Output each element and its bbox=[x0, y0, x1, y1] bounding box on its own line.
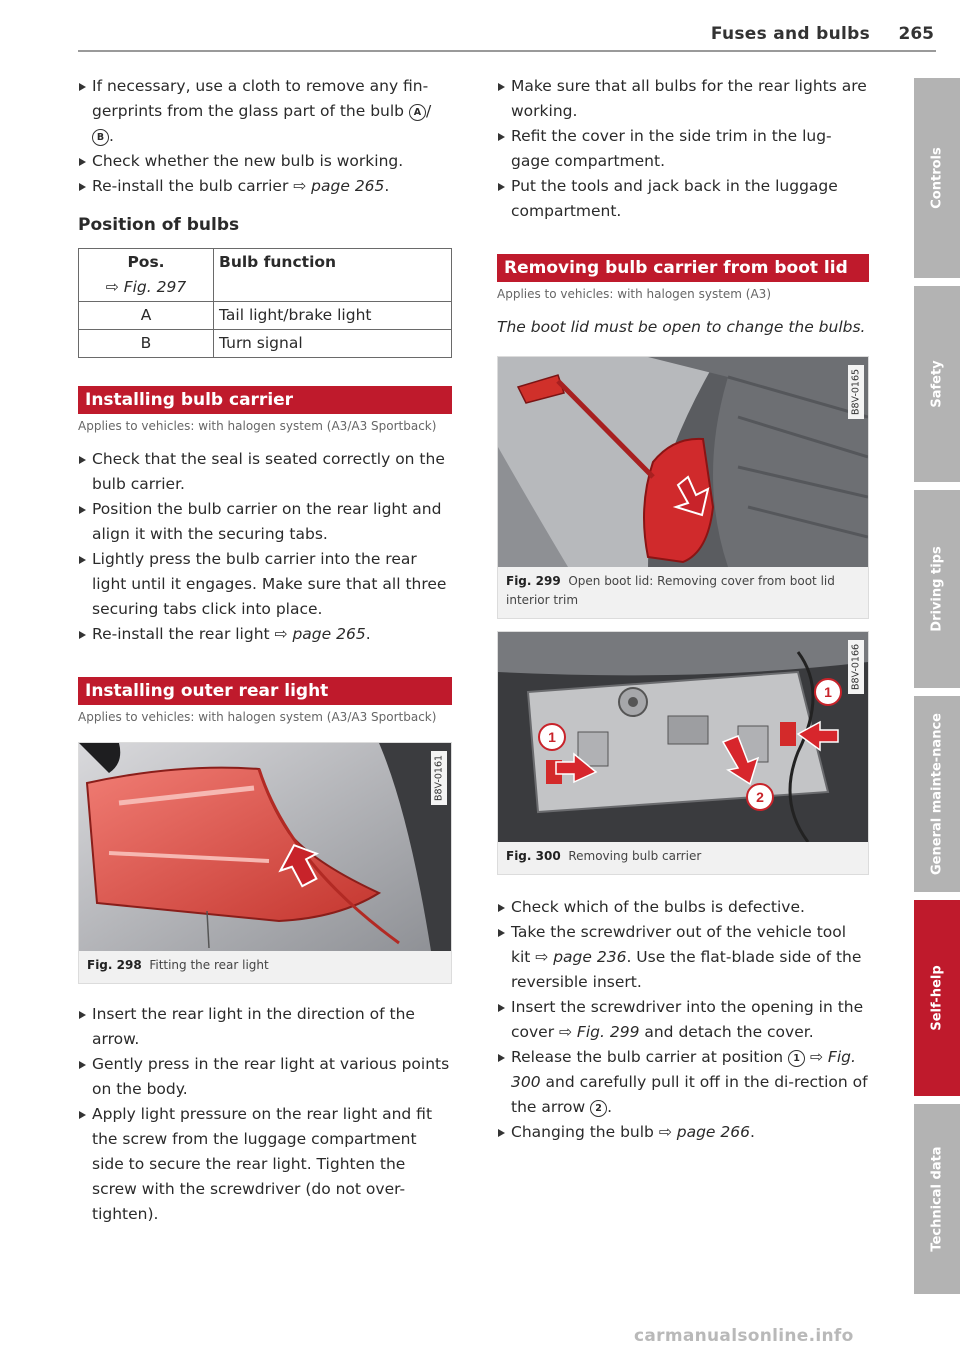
right-column bbox=[497, 74, 869, 1145]
section-title-installing-outer-rear-light: Installing outer rear light bbox=[78, 677, 452, 705]
list-item: Refit the cover in the side trim in the lug-gage compartment. bbox=[497, 124, 869, 174]
list-item: Changing the bulb ⇨ page 266. bbox=[497, 1120, 869, 1145]
svg-text:1: 1 bbox=[824, 684, 832, 700]
fig-link[interactable]: ⇨ Fig. 299 bbox=[559, 1023, 640, 1041]
list-item: Check that the seal is seated correctly on the bulb carrier. bbox=[78, 447, 452, 497]
marker-2 bbox=[747, 784, 773, 810]
list-item: Make sure that all bulbs for the rear lights are working. bbox=[497, 74, 869, 124]
table-row bbox=[79, 302, 452, 330]
cell-function: Tail light/brake light bbox=[214, 302, 452, 330]
tab-technical-data[interactable]: Technical data bbox=[914, 1104, 960, 1294]
rear-light-illustration bbox=[79, 743, 451, 951]
page-link[interactable]: ⇨ page 265 bbox=[293, 177, 385, 195]
bullet-reinstall-carrier: Re-install the bulb carrier ⇨ page 265. bbox=[78, 174, 452, 199]
intro-text: The boot lid must be open to change the bulbs. bbox=[497, 318, 866, 336]
page-link[interactable]: ⇨ page 265 bbox=[274, 625, 366, 643]
list-item: Put the tools and jack back in the luggage compartment. bbox=[497, 174, 869, 224]
figure-299 bbox=[497, 356, 869, 619]
cell-pos: A bbox=[79, 302, 214, 330]
figure-caption: Fig. 298 Fitting the rear light bbox=[87, 958, 269, 972]
page-number: 265 bbox=[898, 24, 934, 44]
page-header bbox=[78, 22, 936, 52]
list-item: Take the screwdriver out of the vehicle tool kit ⇨ page 236. Use the flat-blade side of the reversible insert. bbox=[497, 920, 869, 995]
tab-self-help[interactable]: Self-help bbox=[914, 900, 960, 1096]
svg-text:1: 1 bbox=[548, 729, 556, 745]
chapter-title: Fuses and bulbs bbox=[710, 24, 870, 44]
table-header-row bbox=[79, 249, 452, 302]
figure-id: B8V-0166 bbox=[848, 640, 864, 694]
svg-text:2: 2 bbox=[756, 789, 764, 805]
bullet-check-bulb: Check whether the new bulb is working. bbox=[78, 149, 452, 174]
left-column bbox=[78, 74, 452, 1227]
bulb-position-table bbox=[78, 248, 452, 358]
header-pos: Pos. ⇨ Fig. 297 bbox=[79, 249, 214, 302]
figure-id: B8V-0161 bbox=[431, 751, 447, 805]
marker-1-right bbox=[815, 679, 841, 705]
list-item: Release the bulb carrier at position 1 ⇨ Fig. 300 and carefully pull it off in the di-rection of the arrow 2 . bbox=[497, 1045, 869, 1120]
list-item: Check which of the bulbs is defective. bbox=[497, 895, 869, 920]
list-item: Insert the rear light in the direction of the arrow. bbox=[78, 1002, 452, 1052]
section-title-removing-bulb-carrier: Removing bulb carrier from boot lid bbox=[497, 254, 869, 282]
tab-general-maintenance[interactable]: General mainte-nance bbox=[914, 696, 960, 892]
marker-1: 1 bbox=[788, 1050, 805, 1067]
page-link[interactable]: ⇨ page 236 bbox=[535, 948, 627, 966]
list-item: Re-install the rear light ⇨ page 265. bbox=[78, 622, 452, 647]
marker-1-left bbox=[539, 724, 565, 750]
applies-note: Applies to vehicles: with halogen system (A3/A3 Sportback) bbox=[78, 419, 437, 433]
figure-caption: Fig. 299 Open boot lid: Removing cover from boot lid interior trim bbox=[506, 574, 835, 607]
table-row bbox=[79, 330, 452, 358]
applies-note: Applies to vehicles: with halogen system (A3/A3 Sportback) bbox=[78, 710, 437, 724]
marker-b: B bbox=[92, 129, 109, 146]
list-item: Insert the screwdriver into the opening in the cover ⇨ Fig. 299 and detach the cover. bbox=[497, 995, 869, 1045]
applies-note: Applies to vehicles: with halogen system (A3) bbox=[497, 287, 772, 301]
header-function: Bulb function bbox=[214, 249, 452, 302]
tab-safety[interactable]: Safety bbox=[914, 286, 960, 482]
marker-2: 2 bbox=[590, 1100, 607, 1117]
figure-298 bbox=[78, 742, 452, 984]
page-link[interactable]: ⇨ page 266 bbox=[658, 1123, 750, 1141]
list-item: Lightly press the bulb carrier into the rear light until it engages. Make sure that all three securing tabs click into place. bbox=[78, 547, 452, 622]
cell-pos: B bbox=[79, 330, 214, 358]
list-item: Apply light pressure on the rear light and fit the screw from the luggage compartment side to secure the rear light. Tighten the screw with the screwdriver (do not over-tighten). bbox=[78, 1102, 452, 1227]
position-heading: Position of bulbs bbox=[78, 215, 240, 235]
bullet-clean-bulb: If necessary, use a cloth to remove any fin-gerprints from the glass part of the bulb A / B . bbox=[78, 74, 452, 149]
list-item: Position the bulb carrier on the rear light and align it with the securing tabs. bbox=[78, 497, 452, 547]
figure-caption: Fig. 300 Removing bulb carrier bbox=[506, 849, 702, 863]
fig-link[interactable]: ⇨ Fig. 297 bbox=[105, 278, 187, 296]
figure-300 bbox=[497, 631, 869, 875]
marker-a: A bbox=[409, 104, 426, 121]
list-item: Gently press in the rear light at various points on the body. bbox=[78, 1052, 452, 1102]
tab-driving-tips[interactable]: Driving tips bbox=[914, 490, 960, 688]
cell-function: Turn signal bbox=[214, 330, 452, 358]
section-title-installing-bulb-carrier: Installing bulb carrier bbox=[78, 386, 452, 414]
watermark: carmanualsonline.info bbox=[634, 1326, 854, 1346]
tab-controls[interactable]: Controls bbox=[914, 78, 960, 278]
bulb-carrier-illustration bbox=[498, 632, 868, 842]
figure-id: B8V-0165 bbox=[848, 365, 864, 419]
fig-link[interactable]: ⇨ Fig. 300 bbox=[511, 1048, 856, 1091]
boot-lid-illustration bbox=[498, 357, 868, 567]
